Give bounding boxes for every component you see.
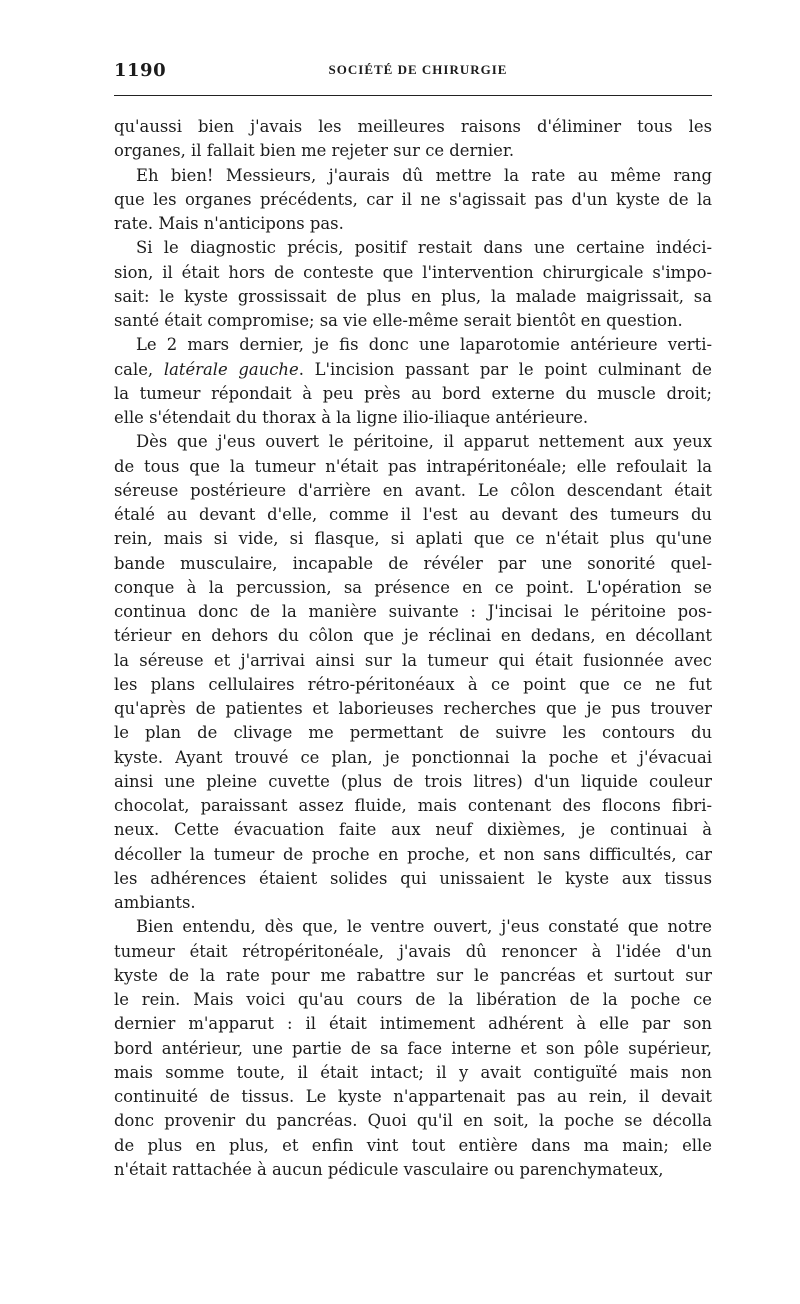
text-line: mais somme toute, il était intact; il y avait contiguïté mais non bbox=[114, 1062, 712, 1082]
text-line: chocolat, paraissant assez fluide, mais contenant des flocons fibri- bbox=[114, 796, 712, 815]
text-line: bande musculaire, incapable de révéler par une sonorité quel- bbox=[114, 553, 712, 573]
text-line: étalé au devant d'elle, comme il l'est au devant des tumeurs du bbox=[114, 505, 712, 524]
text-line: les adhérences étaient solides qui unissaient le kyste aux tissus bbox=[114, 868, 712, 888]
text-line: sion, il était hors de conteste que l'intervention chirurgicale s'impo- bbox=[114, 262, 712, 282]
text-line: rate. Mais n'anticipons pas. bbox=[114, 214, 344, 233]
text-line: les plans cellulaires rétro-péritonéaux à ce point que ce ne fut bbox=[114, 674, 712, 694]
page-number: 1190 bbox=[114, 60, 167, 81]
text-line: la séreuse et j'arrivai ainsi sur la tumeur qui était fusionnée avec bbox=[114, 650, 712, 670]
text-line: rein, mais si vide, si flasque, si aplati que ce n'était plus qu'une bbox=[114, 529, 712, 549]
text-line: sait: le kyste grossissait de plus en plus, la malade maigrissait, sa bbox=[114, 286, 712, 306]
text-line: de plus en plus, et enfin vint tout entière dans ma main; elle bbox=[114, 1135, 712, 1155]
text-line: santé était compromise; sa vie elle-même serait bientôt en question. bbox=[114, 311, 683, 330]
text-line: le rein. Mais voici qu'au cours de la libération de la poche ce bbox=[114, 990, 712, 1009]
text-segment: . L'incision passant par le point culminant de bbox=[298, 359, 712, 379]
text-line: que les organes précédents, car il ne s'agissait pas d'un kyste de la bbox=[114, 189, 712, 209]
text-line: kyste. Ayant trouvé ce plan, je ponctionnai la poche et j'évacuai bbox=[114, 747, 712, 767]
text-line: kyste de la rate pour me rabattre sur le pancréas et surtout sur bbox=[114, 965, 712, 985]
text-line: qu'aussi bien j'avais les meilleures raisons d'éliminer tous les bbox=[114, 117, 712, 136]
text-line: la tumeur répondait à peu près au bord externe du muscle droit; bbox=[114, 383, 712, 403]
text-line: elle s'étendait du thorax à la ligne ilio-iliaque antérieure. bbox=[114, 408, 589, 427]
text-line: térieur en dehors du côlon que je réclinai en dedans, en décollant bbox=[114, 626, 712, 646]
text-line: Dès que j'eus ouvert le péritoine, il apparut nettement aux yeux bbox=[136, 432, 712, 452]
text-segment: cale, bbox=[114, 359, 164, 379]
text-line: donc provenir du pancréas. Quoi qu'il en soit, la poche se décolla bbox=[114, 1111, 712, 1131]
header-rule bbox=[114, 95, 712, 96]
text-line: le plan de clivage me permettant de suivre les contours du bbox=[114, 723, 712, 743]
text-line: n'était rattachée à aucun pédicule vasculaire ou parenchymateux, bbox=[114, 1159, 664, 1179]
text-line: continuité de tissus. Le kyste n'appartenait pas au rein, il devait bbox=[114, 1087, 712, 1106]
text-line: conque à la percussion, sa présence en ce point. L'opération se bbox=[114, 577, 712, 597]
text-line: Si le diagnostic précis, positif restait dans une certaine indéci- bbox=[136, 238, 712, 258]
text-line: de tous que la tumeur n'était pas intrapéritonéale; elle refoulait la bbox=[114, 456, 712, 476]
text-line: décoller la tumeur de proche en proche, et non sans difficultés, car bbox=[114, 844, 712, 864]
running-title: SOCIÉTÉ DE CHIRURGIE bbox=[328, 62, 508, 77]
text-line: Le 2 mars dernier, je fis donc une laparotomie antérieure verti- bbox=[136, 335, 712, 355]
text-line: séreuse postérieure d'arrière en avant. Le côlon descendant était bbox=[114, 480, 712, 500]
text-line: dernier m'apparut : il était intimement adhérent à elle par son bbox=[114, 1014, 712, 1034]
page-header bbox=[114, 60, 712, 84]
text-line: qu'après de patientes et laborieuses recherches que je pus trouver bbox=[114, 699, 712, 718]
body-text bbox=[114, 115, 712, 1182]
text-line: ainsi une pleine cuvette (plus de trois litres) d'un liquide couleur bbox=[114, 771, 712, 791]
text-line: neux. Cette évacuation faite aux neuf dixièmes, je continuai à bbox=[114, 820, 712, 840]
text-line: Bien entendu, dès que, le ventre ouvert, j'eus constaté que notre bbox=[136, 917, 712, 937]
italic-text-segment: latérale gauche bbox=[163, 359, 299, 379]
text-line: bord antérieur, une partie de sa face interne et son pôle supérieur, bbox=[114, 1038, 712, 1058]
text-line: ambiants. bbox=[114, 893, 196, 912]
text-line: tumeur était rétropéritonéale, j'avais dû renoncer à l'idée d'un bbox=[114, 941, 712, 961]
text-line: Eh bien! Messieurs, j'aurais dû mettre la rate au même rang bbox=[136, 165, 712, 185]
text-line: continua donc de la manière suivante : J'incisai le péritoine pos- bbox=[114, 602, 712, 621]
text-line: organes, il fallait bien me rejeter sur ce dernier. bbox=[114, 141, 515, 161]
text-line bbox=[114, 358, 712, 382]
